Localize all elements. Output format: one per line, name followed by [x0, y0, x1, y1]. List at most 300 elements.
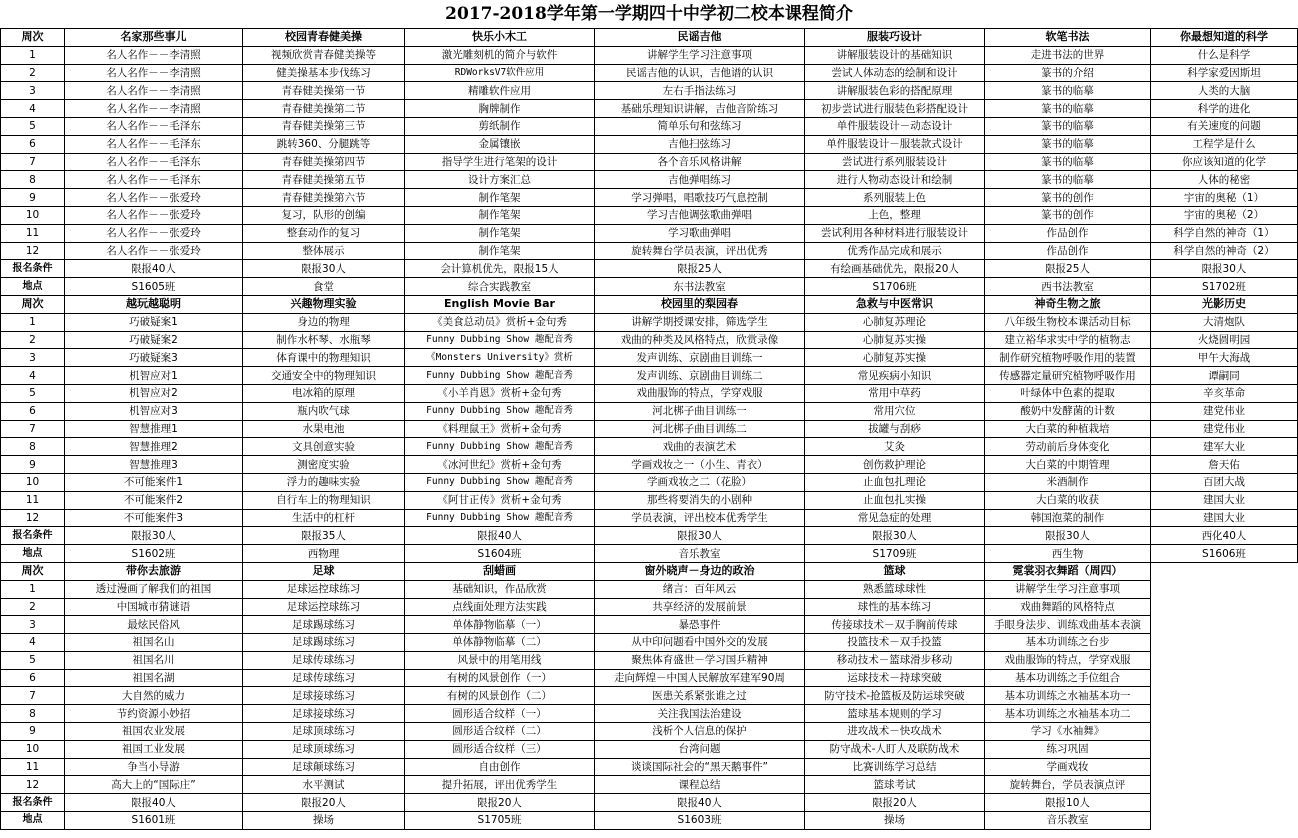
lesson-topic — [1151, 651, 1298, 669]
lesson-topic: 复习，队形的创编 — [243, 206, 405, 224]
lesson-topic: 篆书的临摹 — [985, 117, 1151, 135]
lesson-topic: Funny Dubbing Show 趣配音秀 — [405, 438, 595, 456]
lesson-topic: 圆形适合纹样（二） — [405, 723, 595, 741]
location: 综合实践教室 — [405, 278, 595, 296]
week-row — [1, 313, 1298, 331]
course-title: 神奇生物之旅 — [985, 295, 1151, 313]
course-table — [0, 28, 1298, 830]
lesson-topic: 绪言：百年风云 — [595, 580, 805, 598]
lesson-topic: 制作水杯琴、水瓶琴 — [243, 331, 405, 349]
week-row — [1, 598, 1298, 616]
lesson-topic: 河北梆子曲目训练一 — [595, 402, 805, 420]
lesson-topic: 学习《水袖舞》 — [985, 723, 1151, 741]
lesson-topic: 讲解学期授课安排，筛选学生 — [595, 313, 805, 331]
course-title: 越玩越聪明 — [65, 295, 243, 313]
location: S1605班 — [65, 278, 243, 296]
enroll-condition: 限报40人 — [405, 527, 595, 545]
lesson-topic: 劳动前后身体变化 — [985, 438, 1151, 456]
enroll-condition-row — [1, 527, 1298, 545]
location: 西物理 — [243, 545, 405, 563]
week-number: 5 — [1, 117, 65, 135]
lesson-topic: 交通安全中的物理知识 — [243, 367, 405, 385]
location: S1705班 — [405, 812, 595, 830]
lesson-topic: 青春健美操第一节 — [243, 82, 405, 100]
week-number: 2 — [1, 64, 65, 82]
lesson-topic: 进攻战术－快攻战术 — [805, 723, 985, 741]
lesson-topic: 瓶内吹气球 — [243, 402, 405, 420]
lesson-topic: 创伤救护理论 — [805, 456, 985, 474]
week-row — [1, 420, 1298, 438]
lesson-topic: 民谣吉他的认识，吉他谱的认识 — [595, 64, 805, 82]
week-row — [1, 82, 1298, 100]
lesson-topic: 风景中的用笔用线 — [405, 651, 595, 669]
lesson-topic: 青春健美操第五节 — [243, 171, 405, 189]
week-row — [1, 705, 1298, 723]
enroll-condition: 限报20人 — [405, 794, 595, 812]
lesson-topic: 智慧推理3 — [65, 456, 243, 474]
lesson-topic — [1151, 634, 1298, 652]
lesson-topic: 机智应对1 — [65, 367, 243, 385]
enroll-condition-row — [1, 260, 1298, 278]
lesson-topic: Funny Dubbing Show 趣配音秀 — [405, 331, 595, 349]
lesson-topic: 甲午大海战 — [1151, 349, 1298, 367]
location: S1709班 — [805, 545, 985, 563]
week-row — [1, 153, 1298, 171]
lesson-topic: 提升拓展，评出优秀学生 — [405, 776, 595, 794]
week-row — [1, 491, 1298, 509]
lesson-topic: 詹天佑 — [1151, 456, 1298, 474]
lesson-topic: 韩国泡菜的制作 — [985, 509, 1151, 527]
lesson-topic: 大清炮队 — [1151, 313, 1298, 331]
lesson-topic: 《美食总动员》赏析+金句秀 — [405, 313, 595, 331]
lesson-topic: 足球踢球练习 — [243, 616, 405, 634]
week-number: 1 — [1, 580, 65, 598]
lesson-topic: RDWorksV7软件应用 — [405, 64, 595, 82]
lesson-topic: 传接球技术－双手胸前传球 — [805, 616, 985, 634]
week-row — [1, 651, 1298, 669]
week-number: 12 — [1, 509, 65, 527]
week-number: 4 — [1, 367, 65, 385]
lesson-topic: 暴恐事件 — [595, 616, 805, 634]
lesson-topic: 学习吉他调弦歌曲弹唱 — [595, 206, 805, 224]
lesson-topic: 百团大战 — [1151, 473, 1298, 491]
lesson-topic: 名人名作－－毛泽东 — [65, 117, 243, 135]
location: 音乐教室 — [985, 812, 1151, 830]
lesson-topic: 辛亥革命 — [1151, 384, 1298, 402]
lesson-topic: 吉他弹唱练习 — [595, 171, 805, 189]
lesson-topic: 跳转360、分腿跳等 — [243, 135, 405, 153]
lesson-topic: 篆书的创作 — [985, 189, 1151, 207]
section-header-row — [1, 562, 1298, 580]
location: 食堂 — [243, 278, 405, 296]
location: S1606班 — [1151, 545, 1298, 563]
week-row — [1, 473, 1298, 491]
week-number: 10 — [1, 473, 65, 491]
location: S1601班 — [65, 812, 243, 830]
week-number: 11 — [1, 491, 65, 509]
lesson-topic — [1151, 669, 1298, 687]
week-row — [1, 509, 1298, 527]
location: S1602班 — [65, 545, 243, 563]
lesson-topic: 学画戏妆之一（小生、青衣） — [595, 456, 805, 474]
lesson-topic: 大白菜的种植栽培 — [985, 420, 1151, 438]
lesson-topic: 人体的秘密 — [1151, 171, 1298, 189]
week-row — [1, 135, 1298, 153]
lesson-topic: 传感器定量研究植物呼吸作用 — [985, 367, 1151, 385]
location: S1604班 — [405, 545, 595, 563]
lesson-topic: 足球运控球练习 — [243, 598, 405, 616]
lesson-topic: 讲解服装设计的基础知识 — [805, 46, 985, 64]
lesson-topic: 透过漫画了解我们的祖国 — [65, 580, 243, 598]
lesson-topic: 测密度实验 — [243, 456, 405, 474]
location-row — [1, 545, 1298, 563]
lesson-topic: 足球传球练习 — [243, 669, 405, 687]
lesson-topic: 生活中的杠杆 — [243, 509, 405, 527]
lesson-topic: 足球踢球练习 — [243, 634, 405, 652]
lesson-topic: 初步尝试进行服装色彩搭配设计 — [805, 100, 985, 118]
location — [1151, 812, 1298, 830]
lesson-topic: Funny Dubbing Show 趣配音秀 — [405, 367, 595, 385]
lesson-topic: 篮球基本规则的学习 — [805, 705, 985, 723]
lesson-topic: 移动技术－篮球滑步移动 — [805, 651, 985, 669]
week-column-header: 周次 — [1, 562, 65, 580]
course-title: 校园里的梨园春 — [595, 295, 805, 313]
lesson-topic: 心肺复苏实操 — [805, 331, 985, 349]
enroll-condition: 限报40人 — [65, 794, 243, 812]
lesson-topic: 篆书的临摹 — [985, 82, 1151, 100]
lesson-topic: 名人名作－－张爱玲 — [65, 206, 243, 224]
lesson-topic: 戏曲舞蹈的风格特点 — [985, 598, 1151, 616]
course-title: 兴趣物理实验 — [243, 295, 405, 313]
lesson-topic: 常见急症的处理 — [805, 509, 985, 527]
week-number: 11 — [1, 758, 65, 776]
lesson-topic: 基础知识，作品欣赏 — [405, 580, 595, 598]
lesson-topic: 名人名作－－毛泽东 — [65, 153, 243, 171]
lesson-topic: 心肺复苏理论 — [805, 313, 985, 331]
week-row — [1, 669, 1298, 687]
lesson-topic: 水果电池 — [243, 420, 405, 438]
week-row — [1, 723, 1298, 741]
course-title — [1151, 562, 1298, 580]
week-number: 3 — [1, 82, 65, 100]
enroll-condition: 限报40人 — [595, 794, 805, 812]
lesson-topic: 谈谈国际社会的“黑天鹅事件” — [595, 758, 805, 776]
lesson-topic: 《料理鼠王》赏析+金句秀 — [405, 420, 595, 438]
lesson-topic: 激光雕刻机的简介与软件 — [405, 46, 595, 64]
lesson-topic: 优秀作品完成和展示 — [805, 242, 985, 260]
lesson-topic: 机智应对3 — [65, 402, 243, 420]
week-row — [1, 189, 1298, 207]
lesson-topic: 有树的风景创作（二） — [405, 687, 595, 705]
lesson-topic: 体育课中的物理知识 — [243, 349, 405, 367]
lesson-topic: 胸牌制作 — [405, 100, 595, 118]
week-number: 7 — [1, 153, 65, 171]
lesson-topic: 祖国名湖 — [65, 669, 243, 687]
week-row — [1, 687, 1298, 705]
lesson-topic: 基本功训练之手位组合 — [985, 669, 1151, 687]
lesson-topic: 《小羊肖恩》赏析+金句秀 — [405, 384, 595, 402]
lesson-topic: 拔罐与刮痧 — [805, 420, 985, 438]
lesson-topic: 精雕软件应用 — [405, 82, 595, 100]
lesson-topic: 大白菜的中期管理 — [985, 456, 1151, 474]
lesson-topic: 建国大业 — [1151, 509, 1298, 527]
lesson-topic: 科学自然的神奇（1） — [1151, 224, 1298, 242]
lesson-topic: 名人名作－－李清照 — [65, 64, 243, 82]
lesson-topic: 足球传球练习 — [243, 651, 405, 669]
lesson-topic: 建国大业 — [1151, 491, 1298, 509]
lesson-topic: 最炫民俗风 — [65, 616, 243, 634]
enroll-condition: 限报35人 — [243, 527, 405, 545]
week-row — [1, 367, 1298, 385]
lesson-topic: 宇宙的奥秘（1） — [1151, 189, 1298, 207]
location-label: 地点 — [1, 812, 65, 830]
lesson-topic: 青春健美操第四节 — [243, 153, 405, 171]
lesson-topic: 走向辉煌－中国人民解放军建军90周 — [595, 669, 805, 687]
lesson-topic: 篆书的介绍 — [985, 64, 1151, 82]
week-number: 3 — [1, 616, 65, 634]
lesson-topic: 篆书的创作 — [985, 206, 1151, 224]
lesson-topic: 你应该知道的化学 — [1151, 153, 1298, 171]
week-row — [1, 331, 1298, 349]
lesson-topic: 共享经济的发展前景 — [595, 598, 805, 616]
lesson-topic: Funny Dubbing Show 趣配音秀 — [405, 402, 595, 420]
lesson-topic: 篆书的临摹 — [985, 171, 1151, 189]
lesson-topic: 科学的进化 — [1151, 100, 1298, 118]
enroll-condition: 限报30人 — [243, 260, 405, 278]
course-title: 快乐小木工 — [405, 29, 595, 47]
lesson-topic — [1151, 740, 1298, 758]
location: S1603班 — [595, 812, 805, 830]
lesson-topic: 浮力的趣味实验 — [243, 473, 405, 491]
course-title: 篮球 — [805, 562, 985, 580]
lesson-topic — [1151, 616, 1298, 634]
course-title: 足球 — [243, 562, 405, 580]
week-row — [1, 740, 1298, 758]
lesson-topic: 《Monsters University》赏析 — [405, 349, 595, 367]
week-number: 8 — [1, 438, 65, 456]
week-number: 12 — [1, 776, 65, 794]
week-row — [1, 349, 1298, 367]
lesson-topic: 不可能案件3 — [65, 509, 243, 527]
enroll-condition: 会计算机优先，限报15人 — [405, 260, 595, 278]
lesson-topic: 叶绿体中色素的提取 — [985, 384, 1151, 402]
week-row — [1, 117, 1298, 135]
lesson-topic: 宇宙的奥秘（2） — [1151, 206, 1298, 224]
enroll-condition — [1151, 794, 1298, 812]
enroll-condition: 限报40人 — [65, 260, 243, 278]
lesson-topic: Funny Dubbing Show 趣配音秀 — [405, 473, 595, 491]
week-number: 11 — [1, 224, 65, 242]
lesson-topic: 工程学是什么 — [1151, 135, 1298, 153]
lesson-topic: Funny Dubbing Show 趣配音秀 — [405, 509, 595, 527]
lesson-topic: 足球运控球练习 — [243, 580, 405, 598]
lesson-topic: 名人名作－－李清照 — [65, 46, 243, 64]
location: S1706班 — [805, 278, 985, 296]
lesson-topic: 学习弹唱，唱歌技巧气息控制 — [595, 189, 805, 207]
lesson-topic: 戏曲服饰的特点，学穿戏服 — [595, 384, 805, 402]
lesson-topic: 制作研究植物呼吸作用的装置 — [985, 349, 1151, 367]
enroll-condition: 限报20人 — [243, 794, 405, 812]
week-number: 10 — [1, 206, 65, 224]
lesson-topic: 制作笔架 — [405, 242, 595, 260]
lesson-topic: 祖国名山 — [65, 634, 243, 652]
lesson-topic: 讲解学生学习注意事项 — [985, 580, 1151, 598]
lesson-topic: 大白菜的收获 — [985, 491, 1151, 509]
lesson-topic: 艾灸 — [805, 438, 985, 456]
lesson-topic: 巧破疑案3 — [65, 349, 243, 367]
lesson-topic: 篆书的临摹 — [985, 153, 1151, 171]
week-row — [1, 171, 1298, 189]
lesson-topic: 圆形适合纹样（三） — [405, 740, 595, 758]
lesson-topic: 名人名作－－毛泽东 — [65, 171, 243, 189]
lesson-topic: 课程总结 — [595, 776, 805, 794]
lesson-topic: 心肺复苏实操 — [805, 349, 985, 367]
lesson-topic: 基本功训练之台步 — [985, 634, 1151, 652]
enroll-condition: 限报10人 — [985, 794, 1151, 812]
lesson-topic: 聚焦体育盛世－学习国乒精神 — [595, 651, 805, 669]
lesson-topic: 文具创意实验 — [243, 438, 405, 456]
lesson-topic: 戏曲的种类及风格特点，欣赏录像 — [595, 331, 805, 349]
lesson-topic: 基础乐理知识讲解，吉他音阶练习 — [595, 100, 805, 118]
section-header-row — [1, 29, 1298, 47]
week-row — [1, 224, 1298, 242]
lesson-topic: 止血包扎理论 — [805, 473, 985, 491]
lesson-topic: 防守战术-人盯人及联防战术 — [805, 740, 985, 758]
lesson-topic: 基本功训练之水袖基本功二 — [985, 705, 1151, 723]
enroll-condition-label: 报名条件 — [1, 527, 65, 545]
lesson-topic: 青春健美操第六节 — [243, 189, 405, 207]
lesson-topic: 节约资源小妙招 — [65, 705, 243, 723]
week-number: 4 — [1, 634, 65, 652]
lesson-topic: 学习歌曲弹唱 — [595, 224, 805, 242]
enroll-condition: 限报30人 — [1151, 260, 1298, 278]
lesson-topic — [1151, 580, 1298, 598]
lesson-topic: 讲解学生学习注意事项 — [595, 46, 805, 64]
lesson-topic: 发声训练、京剧曲目训练二 — [595, 367, 805, 385]
week-row — [1, 776, 1298, 794]
lesson-topic: 进行人物动态设计和绘制 — [805, 171, 985, 189]
lesson-topic: 建党伟业 — [1151, 402, 1298, 420]
lesson-topic: 关注我国法治建设 — [595, 705, 805, 723]
enroll-condition: 限报30人 — [595, 527, 805, 545]
week-number: 7 — [1, 687, 65, 705]
lesson-topic: 指导学生进行笔架的设计 — [405, 153, 595, 171]
location: 西生物 — [985, 545, 1151, 563]
course-title: 急救与中医常识 — [805, 295, 985, 313]
lesson-topic: 比赛训练学习总结 — [805, 758, 985, 776]
week-number: 6 — [1, 402, 65, 420]
week-number: 10 — [1, 740, 65, 758]
lesson-topic: 米酒制作 — [985, 473, 1151, 491]
lesson-topic: 有树的风景创作（一） — [405, 669, 595, 687]
lesson-topic — [1151, 723, 1298, 741]
enroll-condition: 西化40人 — [1151, 527, 1298, 545]
lesson-topic: 单体静物临摹（一） — [405, 616, 595, 634]
week-row — [1, 634, 1298, 652]
lesson-topic: 篮球考试 — [805, 776, 985, 794]
lesson-topic: 医患关系紧张谁之过 — [595, 687, 805, 705]
lesson-topic: 足球顶球练习 — [243, 723, 405, 741]
lesson-topic: 电冰箱的原理 — [243, 384, 405, 402]
lesson-topic: 金属镶嵌 — [405, 135, 595, 153]
week-row — [1, 100, 1298, 118]
enroll-condition-label: 报名条件 — [1, 794, 65, 812]
lesson-topic: 上色，整理 — [805, 206, 985, 224]
location-row — [1, 278, 1298, 296]
enroll-condition: 限报25人 — [985, 260, 1151, 278]
lesson-topic: 智慧推理1 — [65, 420, 243, 438]
lesson-topic — [1151, 705, 1298, 723]
lesson-topic: 机智应对2 — [65, 384, 243, 402]
enroll-condition-row — [1, 794, 1298, 812]
lesson-topic: 系列服装上色 — [805, 189, 985, 207]
lesson-topic: 吉他扫弦练习 — [595, 135, 805, 153]
lesson-topic: 制作笔架 — [405, 189, 595, 207]
week-number: 3 — [1, 349, 65, 367]
lesson-topic: 足球接球练习 — [243, 687, 405, 705]
lesson-topic: 智慧推理2 — [65, 438, 243, 456]
course-title: 名家那些事儿 — [65, 29, 243, 47]
week-number: 2 — [1, 598, 65, 616]
lesson-topic: 走进书法的世界 — [985, 46, 1151, 64]
lesson-topic: 常见疾病小知识 — [805, 367, 985, 385]
location: 音乐教室 — [595, 545, 805, 563]
lesson-topic: 足球接球练习 — [243, 705, 405, 723]
lesson-topic: 名人名作－－张爱玲 — [65, 242, 243, 260]
lesson-topic: 祖国工业发展 — [65, 740, 243, 758]
course-title: English Movie Bar — [405, 295, 595, 313]
lesson-topic: 旋转舞台学员表演，评出优秀 — [595, 242, 805, 260]
lesson-topic: 熟悉篮球球性 — [805, 580, 985, 598]
lesson-topic: 各个音乐风格讲解 — [595, 153, 805, 171]
week-row — [1, 206, 1298, 224]
week-column-header: 周次 — [1, 295, 65, 313]
week-number: 9 — [1, 189, 65, 207]
lesson-topic: 篆书的临摹 — [985, 100, 1151, 118]
week-number: 1 — [1, 313, 65, 331]
lesson-topic: 人类的大脑 — [1151, 82, 1298, 100]
lesson-topic: 中国城市猜谜语 — [65, 598, 243, 616]
lesson-topic: 青春健美操第二节 — [243, 100, 405, 118]
page-title: 2017-2018学年第一学期四十中学初二校本课程简介 — [0, 0, 1298, 29]
lesson-topic: 不可能案件2 — [65, 491, 243, 509]
lesson-topic: 《阿甘正传》赏析+金句秀 — [405, 491, 595, 509]
lesson-topic: 《冰河世纪》赏析+金句秀 — [405, 456, 595, 474]
lesson-topic: 名人名作－－李清照 — [65, 100, 243, 118]
lesson-topic — [1151, 687, 1298, 705]
course-title: 刮蜡画 — [405, 562, 595, 580]
week-row — [1, 758, 1298, 776]
location: 西书法教室 — [985, 278, 1151, 296]
lesson-topic: 足球颠球练习 — [243, 758, 405, 776]
lesson-topic: 常用穴位 — [805, 402, 985, 420]
lesson-topic: 建立裕华求实中学的植物志 — [985, 331, 1151, 349]
lesson-topic: 浅析个人信息的保护 — [595, 723, 805, 741]
lesson-topic: 防守技术-抢篮板及防运球突破 — [805, 687, 985, 705]
lesson-topic: 练习巩固 — [985, 740, 1151, 758]
lesson-topic: 常用中草药 — [805, 384, 985, 402]
enroll-condition-label: 报名条件 — [1, 260, 65, 278]
lesson-topic: 手眼身法步、训练戏曲基本表演 — [985, 616, 1151, 634]
lesson-topic: 制作笔架 — [405, 224, 595, 242]
location: 东书法教室 — [595, 278, 805, 296]
location-label: 地点 — [1, 545, 65, 563]
lesson-topic: 身边的物理 — [243, 313, 405, 331]
lesson-topic: 学画戏妆 — [985, 758, 1151, 776]
enroll-condition: 限报30人 — [65, 527, 243, 545]
week-row — [1, 402, 1298, 420]
lesson-topic: 剪纸制作 — [405, 117, 595, 135]
